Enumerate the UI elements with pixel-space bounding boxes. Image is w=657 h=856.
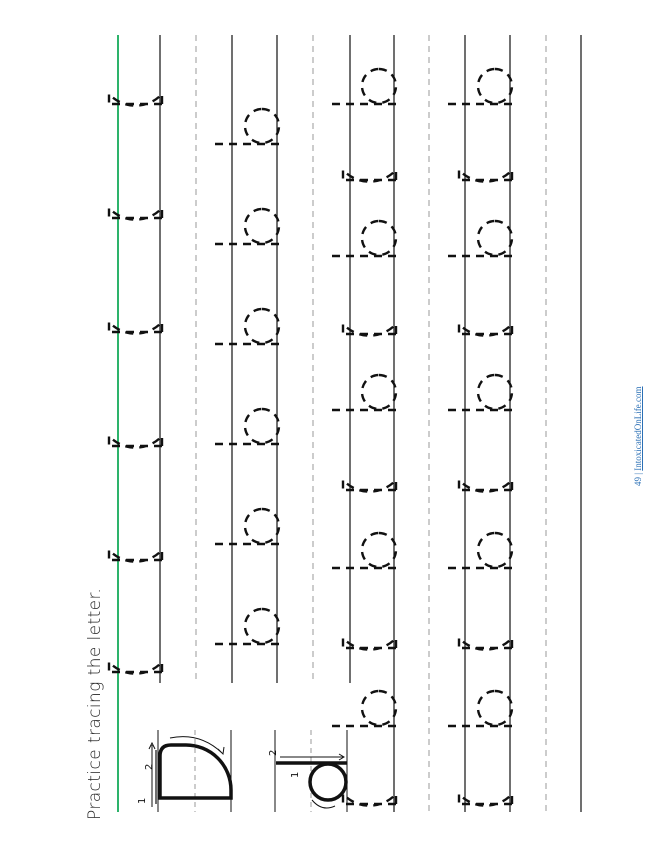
practice-row-uppercase (160, 35, 232, 683)
stroke-number-lower-2: 2 (268, 749, 279, 756)
trace-d-row2-5 (209, 509, 279, 544)
trace-d-r4-3 (442, 375, 512, 410)
trace-D-r3-1 (343, 170, 396, 182)
trace-D-r4-2 (459, 324, 512, 336)
footer-separator: | (633, 470, 643, 477)
trace-d-r3-3 (326, 375, 396, 410)
tracing-letters (109, 69, 512, 806)
site-link[interactable]: IntoxicatedOnLife.com (633, 386, 643, 471)
trace-D-row1-5 (109, 550, 162, 562)
trace-d-r3-5 (326, 691, 396, 726)
stroke-number-upper-2: 2 (144, 763, 155, 770)
trace-d-r3-4 (326, 533, 396, 568)
trace-d-row2-1 (209, 109, 279, 144)
stroke-number-lower-1: 1 (290, 771, 301, 778)
trace-d-row2-6 (209, 609, 279, 644)
trace-d-r4-1 (442, 69, 512, 104)
trace-D-r4-1 (459, 170, 512, 182)
trace-d-r3-1 (326, 69, 396, 104)
trace-D-r4-5 (459, 794, 512, 806)
trace-D-row1-6 (109, 662, 162, 674)
trace-D-r4-3 (459, 480, 512, 492)
practice-row-mixed-2 (510, 35, 581, 812)
trace-D-row1-3 (109, 322, 162, 334)
trace-d-row2-3 (209, 309, 279, 344)
trace-d-row2-4 (209, 409, 279, 444)
trace-D-r3-4 (343, 638, 396, 650)
practice-row-lowercase (277, 35, 350, 683)
trace-d-r4-5 (442, 691, 512, 726)
trace-d-r4-2 (442, 221, 512, 256)
instruction-title: Practice tracing the letter. (85, 587, 105, 820)
trace-d-r3-2 (326, 221, 396, 256)
trace-d-row2-2 (209, 209, 279, 244)
example-lowercase-d (275, 730, 347, 812)
trace-D-r3-2 (343, 324, 396, 336)
trace-D-r3-3 (343, 480, 396, 492)
trace-D-r4-4 (459, 638, 512, 650)
page-footer (633, 386, 643, 486)
trace-d-r4-4 (442, 533, 512, 568)
page-number: 49 (633, 477, 643, 486)
trace-D-row1-4 (109, 436, 162, 448)
practice-row-mixed-1 (394, 35, 465, 812)
trace-D-r3-5 (343, 794, 396, 806)
stroke-number-upper-1: 1 (137, 797, 148, 804)
example-uppercase-D (149, 730, 231, 812)
trace-D-row1-1 (109, 94, 162, 106)
trace-D-row1-2 (109, 208, 162, 220)
